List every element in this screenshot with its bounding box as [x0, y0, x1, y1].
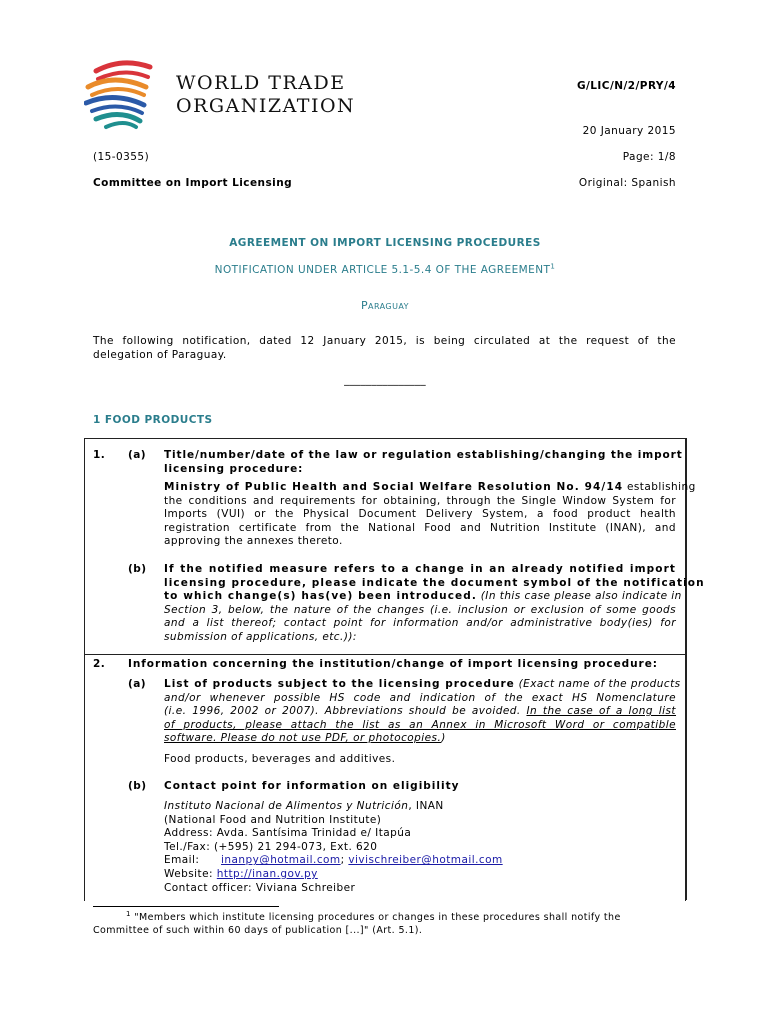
contact-address: Address: Avda. Santísima Trinidad e/ Itapúa — [164, 827, 412, 840]
contact-website: Website: http://inan.gov.py — [164, 867, 318, 880]
answer-line: Imports (VUI) or the Physical Document Delivery System, a food product health — [164, 508, 676, 521]
document-symbol: G/LIC/N/2/PRY/4 — [576, 80, 676, 92]
footnote-reference[interactable]: 1 — [550, 262, 556, 271]
item-2a-text — [164, 678, 681, 746]
email-link-inan[interactable]: inanpy@hotmail.com — [221, 854, 341, 867]
contact-english-name: (National Food and Nutrition Institute) — [164, 813, 382, 826]
resolution-name: Ministry of Public Health and Social Welfare Resolution No. 94/14 — [164, 481, 624, 493]
text-line: List of products subject to the licensing procedure (Exact name of the products — [164, 678, 681, 690]
page-indicator: Page: 1/8 — [622, 151, 676, 163]
answer-line: registration certificate from the National Food and Nutrition Institute (INAN), and — [164, 521, 676, 534]
footnote-line: $^1$ "Members which institute licensing procedures or changes in these procedures shall notify the — [126, 909, 621, 923]
footnote-line: Committee of such within 60 days of publication [...]" (Art. 5.1). — [93, 925, 423, 936]
section-heading: 1 FOOD PRODUCTS — [93, 414, 213, 426]
footnote-separator — [93, 906, 279, 907]
text-line: licensing procedure, please indicate the document symbol of the notification — [164, 576, 705, 589]
separator-line: _______________ — [344, 374, 426, 386]
text-line: to which change(s) has(ve) been introduced. (In this case please also indicate in — [164, 590, 682, 603]
item-label: (a) — [128, 678, 147, 690]
item-1b-text — [164, 563, 705, 645]
item-number: 1. — [93, 449, 106, 461]
reference-number: (15-0355) — [93, 151, 150, 163]
answer-line: approving the annexes thereto. — [164, 535, 343, 548]
wto-emblem-icon — [84, 57, 164, 131]
text-line: Section 3, below, the nature of the changes (i.e. inclusion or exclusion of some goods — [164, 603, 676, 616]
org-name — [176, 72, 355, 118]
contact-email: Email: inanpy@hotmail.com; vivischreiber@hotmail.com — [164, 854, 503, 867]
contact-institute: Instituto Nacional de Alimentos y Nutrición, INAN — [164, 800, 444, 812]
text-line: software. Please do not use PDF, or photocopies.) — [164, 732, 446, 745]
website-link[interactable]: http://inan.gov.py — [216, 867, 318, 880]
footnote-mark: 1 — [126, 909, 131, 918]
country-name: Paraguay — [360, 299, 410, 312]
heading-line: licensing procedure: — [164, 462, 304, 475]
intro-paragraph — [93, 335, 676, 362]
item-label: (b) — [128, 563, 147, 575]
document-date: 20 January 2015 — [582, 125, 676, 137]
intro-line: delegation of Paraguay. — [93, 348, 227, 361]
org-name-line2: ORGANIZATION — [176, 95, 356, 117]
org-name-line1: WORLD TRADE — [176, 72, 346, 94]
document-title: AGREEMENT ON IMPORT LICENSING PROCEDURES — [229, 237, 541, 249]
answer-line: Ministry of Public Health and Social Welfare Resolution No. 94/14 establishing — [164, 481, 696, 493]
item-1a-answer — [164, 481, 696, 549]
contact-details — [164, 800, 503, 895]
table-double-border-right — [686, 438, 687, 900]
item-label: (a) — [128, 449, 147, 461]
document-subtitle: NOTIFICATION UNDER ARTICLE 5.1-5.4 OF THE AGREEMENT$^1$ — [214, 262, 556, 276]
answer-line: the conditions and requirements for obtaining, through the Single Window System for — [164, 494, 676, 507]
email-link-schreiber[interactable]: vivischreiber@hotmail.com — [348, 854, 503, 867]
footnote — [93, 911, 621, 937]
contact-telfax: Tel./Fax: (+595) 21 294-073, Ext. 620 — [164, 840, 378, 853]
item-2a-answer: Food products, beverages and additives. — [164, 753, 396, 765]
item-1a-heading — [164, 449, 683, 476]
wto-logo — [84, 57, 164, 131]
text-line: If the notified measure refers to a change in an already notified import — [164, 563, 676, 575]
text-line: of products, please attach the list as an Annex in Microsoft Word or compatible — [164, 718, 676, 731]
intro-line: The following notification, dated 12 January 2015, is being circulated at the request of the — [93, 335, 676, 347]
text-line: and a list thereof; contact point for information and/or administrative body(ies) for — [164, 617, 676, 630]
contact-officer: Contact officer: Viviana Schreiber — [164, 881, 356, 894]
text-line: submission of applications, etc.)): — [164, 630, 357, 643]
item-2b-heading: Contact point for information on eligibility — [164, 780, 460, 792]
table-divider — [84, 654, 686, 655]
item-2-heading: Information concerning the institution/change of import licensing procedure: — [128, 658, 658, 670]
text-line: (i.e. 1996, 2002 or 2007). Abbreviations should be avoided. In the case of a long list — [164, 705, 677, 718]
text-line: and/or whenever possible HS code and indication of the exact HS Nomenclature — [164, 691, 676, 704]
committee-name: Committee on Import Licensing — [93, 177, 293, 189]
item-number: 2. — [93, 658, 106, 670]
item-label: (b) — [128, 780, 147, 792]
heading-line: Title/number/date of the law or regulation establishing/changing the import — [164, 449, 683, 461]
original-language: Original: Spanish — [578, 177, 676, 189]
